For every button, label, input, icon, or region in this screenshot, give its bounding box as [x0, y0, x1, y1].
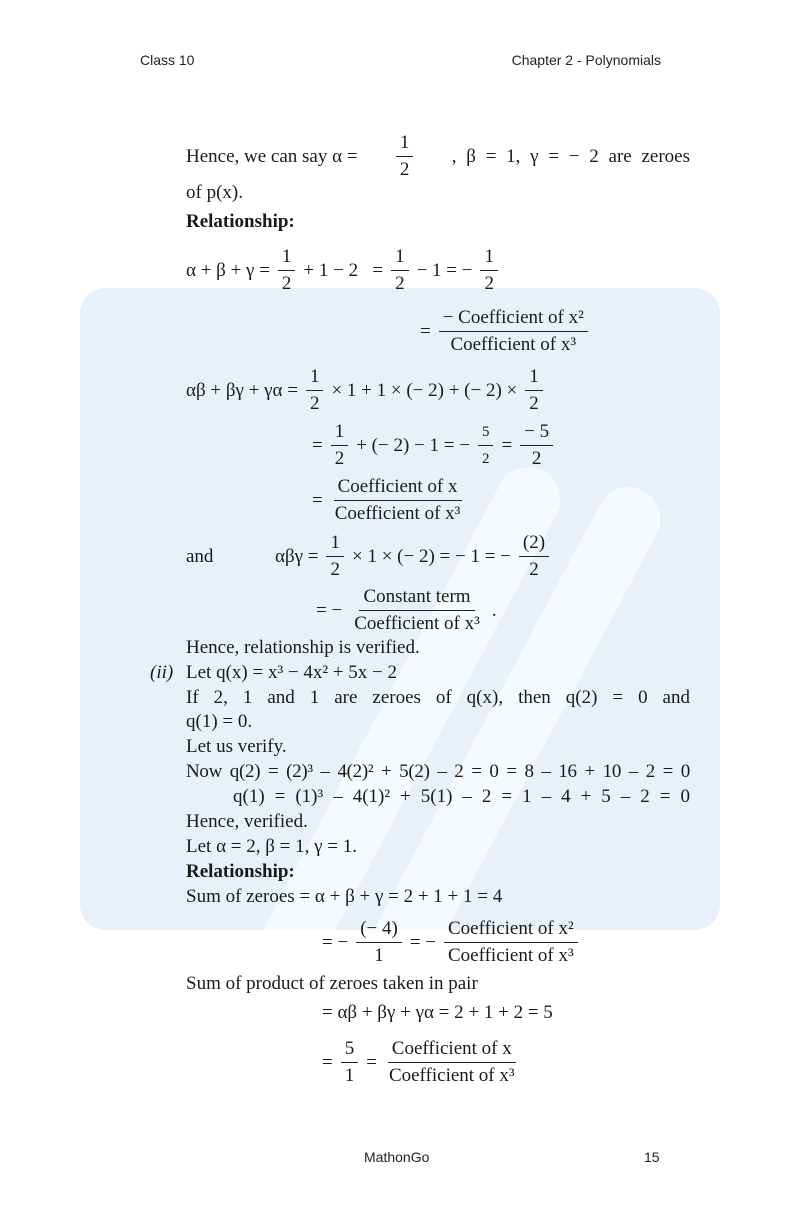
- fraction: $\frac{\text{Constant term}}{\text{Coefficient of x³}}$: [354, 586, 480, 634]
- equation-sum-2: = − $\frac{(- 4)}{1}$ = − $\frac{\text{Coefficient of x²}}{\text{Coefficient of x³}}$: [322, 916, 578, 969]
- heading-relationship: Relationship:: [186, 861, 295, 882]
- equation-sum: α + β + γ = $\frac{1}{2}$ + 1 − 2 = $\frac{1}{2}$ − 1 = − $\frac{1}{2}$: [186, 244, 498, 297]
- fraction: $\frac{5}{1}$: [341, 1036, 359, 1089]
- page-number: 15: [644, 1149, 660, 1165]
- equation-pair-sum: αβ + βγ + γα = $\frac{1}{2}$ × 1 + 1 × (− 2) + (− 2) × $\frac{1}{2}$: [186, 364, 543, 417]
- text-and: and: [186, 546, 214, 567]
- fraction: $\frac{\text{Coefficient of x}}{\text{Coefficient of x³}}$: [388, 1038, 515, 1086]
- text-line: Now q(2) = (2)³ – 4(2)² + 5(2) – 2 = 0 = 8 – 16 + 10 – 2 = 0: [186, 761, 690, 782]
- fraction: $\frac{\text{− Coefficient of x²}}{\text{Coefficient of x³}}$: [439, 305, 588, 358]
- text-line: If 2, 1 and 1 are zeroes of q(x), then q(2) = 0 and: [186, 687, 690, 708]
- fraction: $\frac{1}{2}$: [396, 130, 414, 183]
- equation-sum-coeff: = $\frac{\text{− Coefficient of x²}}{\text{Coefficient of x³}}$: [420, 305, 588, 358]
- heading-relationship: Relationship:: [186, 211, 295, 232]
- text-line: Let us verify.: [186, 736, 287, 757]
- fraction: $\frac{1}{2}$: [278, 244, 296, 297]
- text-line: Let α = 2, β = 1, γ = 1.: [186, 836, 357, 857]
- footer-brand: MathonGo: [364, 1149, 430, 1165]
- equation-product: αβγ = $\frac{1}{2}$ × 1 × (− 2) = − 1 = − $\frac{(2)}{2}$: [275, 530, 549, 583]
- text-line: q(1) = 0.: [186, 711, 253, 732]
- text-line: Sum of product of zeroes taken in pair: [186, 973, 478, 994]
- fraction: $\frac{(- 4)}{1}$: [356, 916, 402, 969]
- equation-pair-2: = $\frac{5}{1}$ = $\frac{\text{Coefficient of x}}{\text{Coefficient of x³}}$: [322, 1036, 519, 1089]
- fraction: $\frac{1}{2}$: [480, 244, 498, 297]
- fraction: $\frac{\text{Coefficient of x²}}{\text{Coefficient of x³}}$: [444, 916, 578, 969]
- text: , β = 1, γ = − 2 are zeroes: [451, 145, 690, 167]
- text-line: Sum of zeroes = α + β + γ = 2 + 1 + 1 = 4: [186, 886, 503, 907]
- fraction: $\frac{1}{2}$: [391, 244, 409, 297]
- equation-pair-coeff: = $\frac{\text{Coefficient of x}}{\text{Coefficient of x³}}$: [312, 474, 464, 527]
- fraction: $\frac{(2)}{2}$: [519, 530, 549, 583]
- text: Hence, we can say α =: [186, 145, 358, 167]
- fraction: $\frac{1}{2}$: [331, 419, 349, 472]
- text-line: Hence, verified.: [186, 811, 308, 832]
- equation-product-coeff: = − $\frac{\text{Constant term}}{\text{Coefficient of x³}}$ .: [316, 584, 497, 637]
- text-line: of p(x).: [186, 182, 243, 203]
- line-zeroes: [186, 130, 690, 183]
- header-class: Class 10: [140, 52, 195, 68]
- fraction: $\frac{- 5}{2}$: [520, 419, 553, 472]
- header-chapter: Chapter 2 - Polynomials: [511, 52, 661, 68]
- fraction: $\frac{5}{2}$: [478, 419, 494, 472]
- equation-pair-sum-2: = $\frac{1}{2}$ + (− 2) − 1 = − $\frac{5}{2}$ = $\frac{- 5}{2}$: [312, 419, 553, 472]
- fraction: $\frac{1}{2}$: [525, 364, 543, 417]
- item-number: (ii): [150, 662, 174, 683]
- text-line: Let q(x) = x³ − 4x² + 5x − 2: [186, 662, 397, 683]
- fraction: $\frac{1}{2}$: [306, 364, 324, 417]
- fraction: $\frac{\text{Coefficient of x}}{\text{Coefficient of x³}}$: [334, 476, 461, 524]
- text-line: Hence, relationship is verified.: [186, 637, 420, 658]
- fraction: $\frac{1}{2}$: [326, 530, 344, 583]
- text-line: = αβ + βγ + γα = 2 + 1 + 2 = 5: [322, 1002, 553, 1023]
- text-line: q(1) = (1)³ – 4(1)² + 5(1) – 2 = 1 – 4 + 5 – 2 = 0: [233, 786, 690, 807]
